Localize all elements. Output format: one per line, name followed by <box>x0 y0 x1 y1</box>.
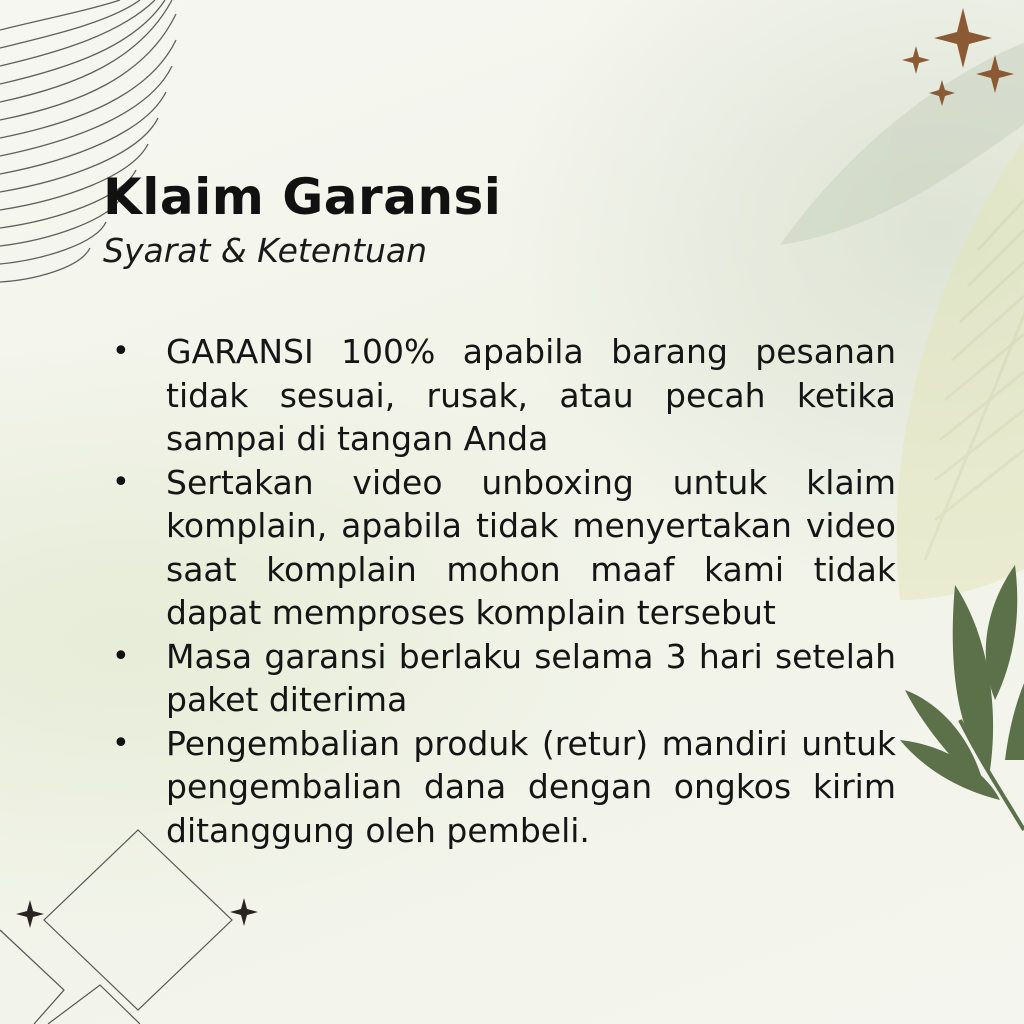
bullet-icon: • <box>112 725 130 761</box>
leaf-branch-decoration <box>900 565 1024 830</box>
term-item <box>112 635 896 722</box>
term-item <box>112 461 896 635</box>
term-text: Masa garansi berlaku selama 3 hari setelah paket diterima <box>166 636 896 719</box>
page-subtitle: Syarat & Ketentuan <box>103 231 428 270</box>
term-text: Pengembalian produk (retur) mandiri untuk pengembalian dana dengan ongkos kirim ditanggung oleh pembeli. <box>166 723 896 850</box>
sparkle-icon <box>16 898 258 928</box>
page-title: Klaim Garansi <box>103 168 502 226</box>
term-item <box>112 722 896 853</box>
term-text: Sertakan video unboxing untuk klaim komplain, apabila tidak menyertakan video saat komplain mohon maaf kami tidak dapat memproses komplain tersebut <box>166 462 896 632</box>
terms-list <box>112 330 896 852</box>
diamond-outline-decoration <box>0 830 232 1024</box>
bullet-icon: • <box>112 464 130 500</box>
term-item <box>112 330 896 461</box>
bullet-icon: • <box>112 638 130 674</box>
term-text: GARANSI 100% apabila barang pesanan tidak sesuai, rusak, atau pecah ketika sampai di tangan Anda <box>166 332 896 458</box>
bullet-icon: • <box>112 334 130 369</box>
